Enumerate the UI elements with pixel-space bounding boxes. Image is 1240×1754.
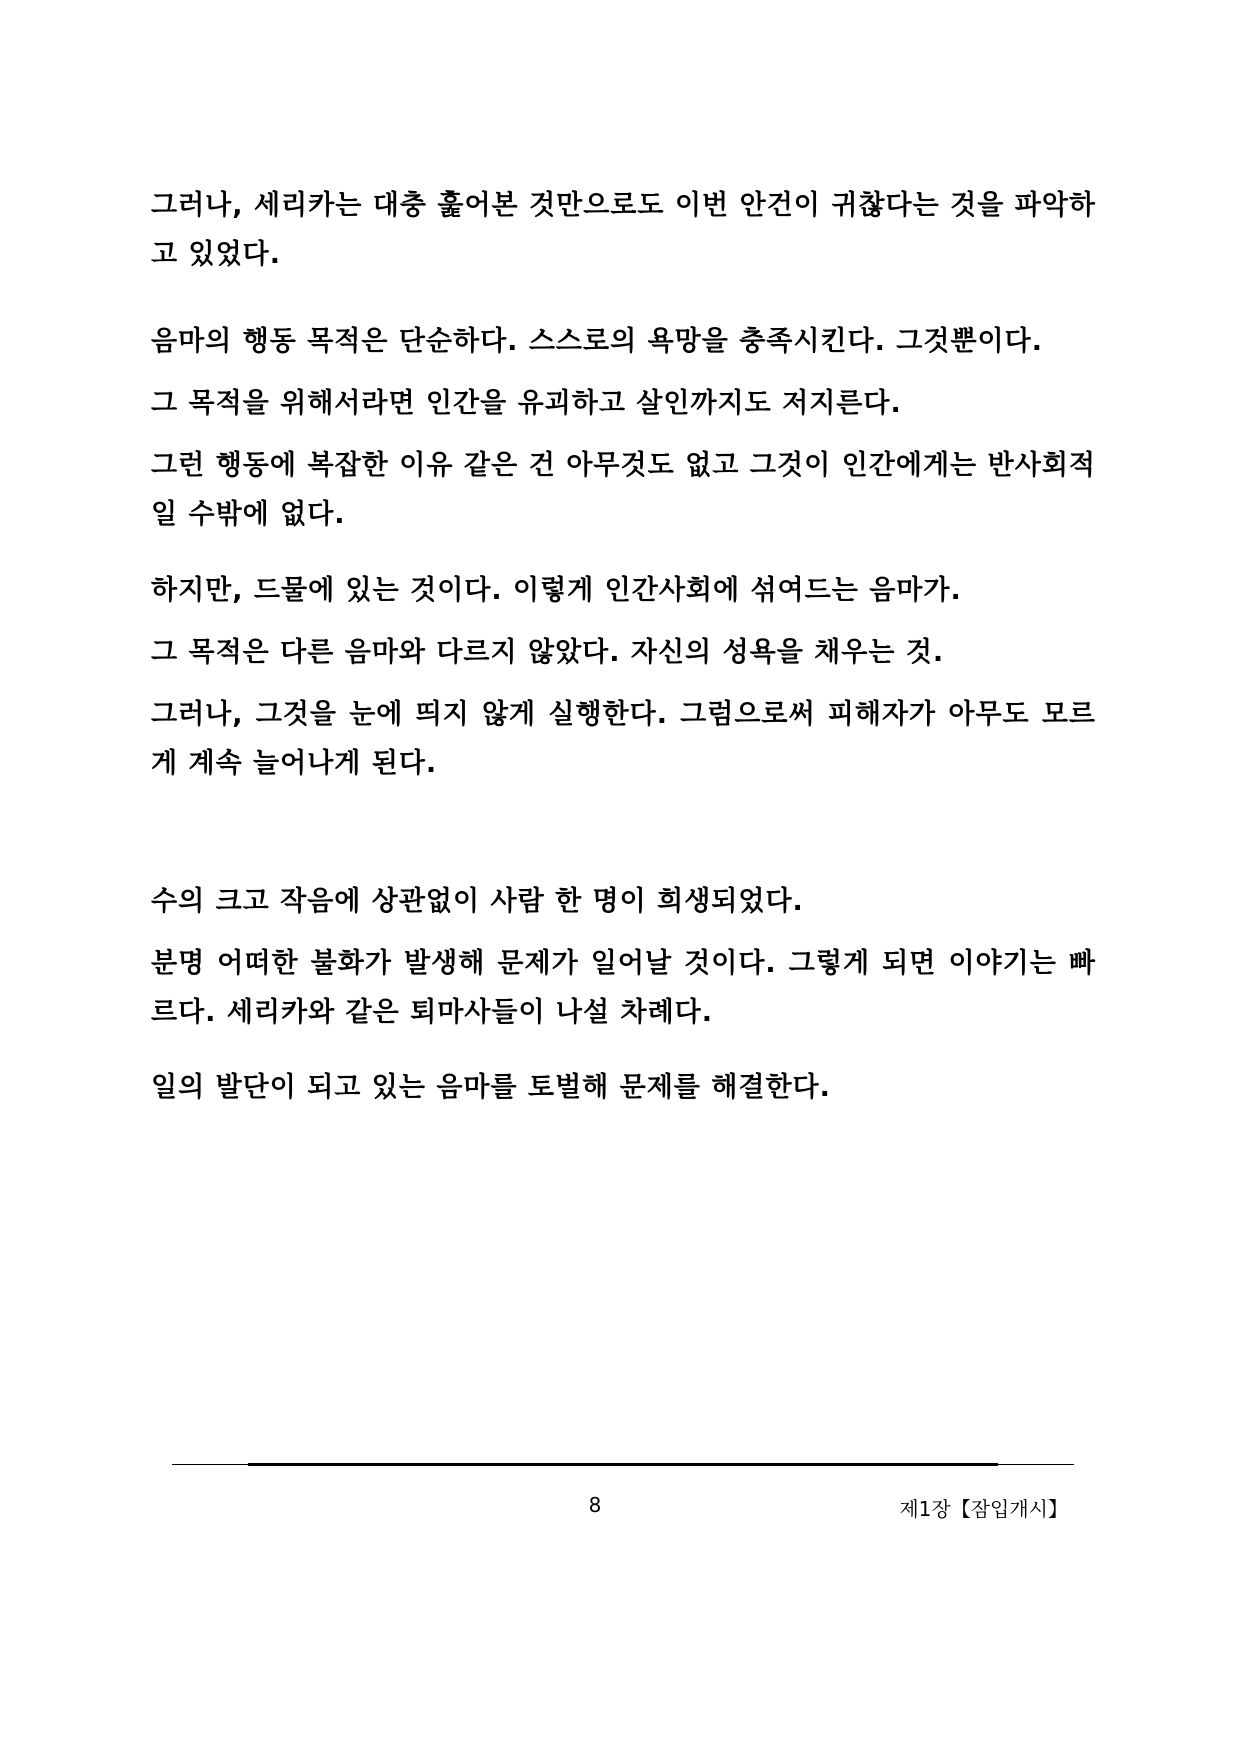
paragraph-3: 그 목적을 위해서라면 인간을 유괴하고 살인까지도 저지른다. (151, 388, 902, 419)
paragraph-6: 그 목적은 다른 음마와 다르지 않았다. 자신의 성욕을 채우는 것. (151, 637, 945, 668)
page-number: 8 (588, 1493, 602, 1517)
paragraph-1: 그러나, 세리카는 대충 훑어본 것만으로도 이번 안건이 귀찮다는 것을 파악하고 있었다. (151, 190, 1096, 270)
paragraph-9: 분명 어떠한 불화가 발생해 문제가 일어날 것이다. 그렇게 되면 이야기는 빠르다. 세리카와 같은 퇴마사들이 나설 차례다. (151, 948, 1096, 1028)
paragraph-2: 음마의 행동 목적은 단순하다. 스스로의 욕망을 충족시킨다. 그것뿐이다. (151, 326, 1043, 357)
paragraph-4: 그런 행동에 복잡한 이유 같은 건 아무것도 없고 그것이 인간에게는 반사회적일 수밖에 없다. (151, 450, 1096, 530)
footer-divider-accent (248, 1463, 998, 1466)
paragraph-8: 수의 크고 작음에 상관없이 사람 한 명이 희생되었다. (151, 886, 804, 917)
paragraph-10: 일의 발단이 되고 있는 음마를 토벌해 문제를 해결한다. (151, 1072, 831, 1103)
chapter-title: 제1장【잠입개시】 (899, 1497, 1068, 1521)
paragraph-5: 하지만, 드물에 있는 것이다. 이렇게 인간사회에 섞여드는 음마가. (151, 575, 962, 606)
paragraph-7: 그러나, 그것을 눈에 띄지 않게 실행한다. 그럼으로써 피해자가 아무도 모르게 계속 늘어나게 된다. (151, 699, 1096, 779)
